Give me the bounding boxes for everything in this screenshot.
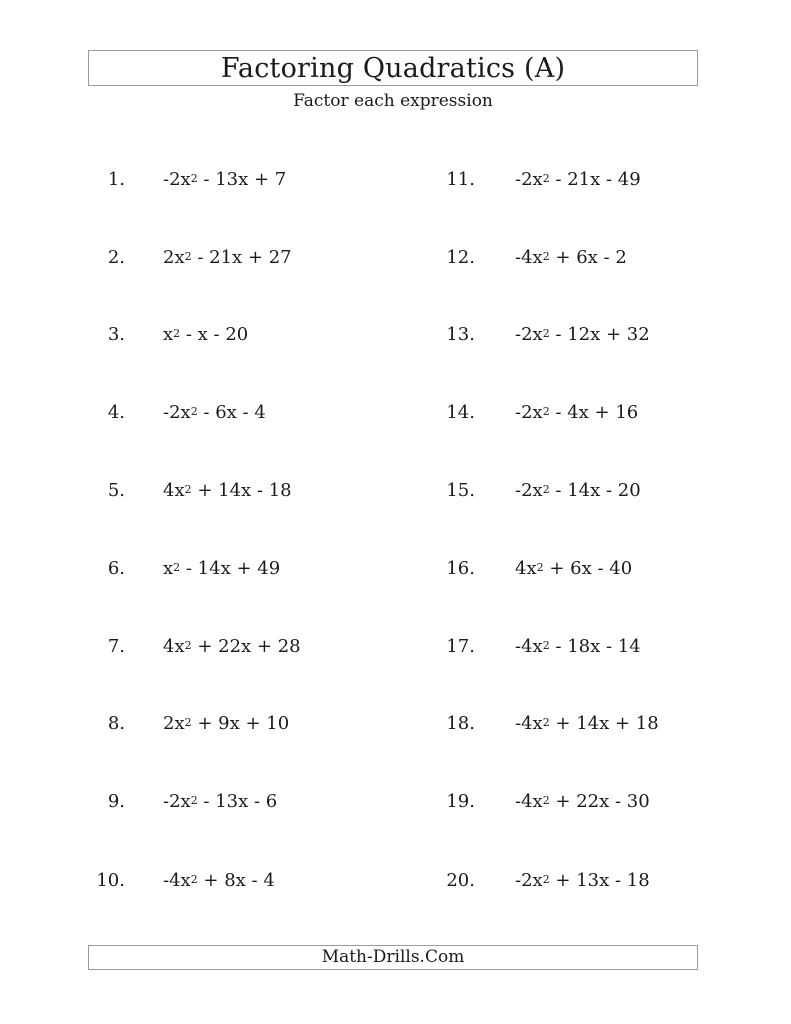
expression-lead-term: -4x: [515, 636, 543, 657]
exponent: 2: [184, 716, 192, 729]
expression-rest: - 14x - 20: [549, 480, 641, 501]
problem-expression: [515, 635, 641, 661]
expression-rest: - 13x + 7: [197, 169, 287, 190]
expression-lead-term: -4x: [163, 870, 191, 891]
exponent: 2: [184, 639, 192, 652]
problem-number: 12.: [446, 247, 475, 268]
exponent: 2: [190, 405, 198, 418]
expression-rest: - 21x + 27: [191, 247, 292, 268]
exponent: 2: [173, 327, 181, 340]
problem-expression: [163, 635, 301, 661]
expression-lead-term: x: [163, 558, 174, 579]
problem-expression: [515, 479, 641, 505]
problem-number: 16.: [446, 558, 475, 579]
exponent: 2: [542, 327, 550, 340]
exponent: 2: [542, 639, 550, 652]
expression-lead-term: -2x: [163, 169, 191, 190]
title-box: [88, 50, 698, 86]
expression-lead-term: -4x: [515, 791, 543, 812]
expression-rest: - 6x - 4: [197, 402, 266, 423]
footer-text: Math-Drills.Com: [321, 947, 465, 967]
problem-number: 1.: [107, 169, 125, 190]
exponent: 2: [190, 873, 198, 886]
expression-lead-term: -2x: [515, 324, 543, 345]
expression-lead-term: -2x: [515, 480, 543, 501]
problem-expression: [163, 323, 248, 349]
exponent: 2: [542, 250, 550, 263]
expression-lead-term: 2x: [163, 713, 185, 734]
exponent: 2: [190, 794, 198, 807]
problem-expression: [515, 323, 650, 349]
expression-rest: + 6x - 40: [543, 558, 633, 579]
problem-number: 7.: [107, 636, 125, 657]
exponent: 2: [542, 716, 550, 729]
expression-rest: + 8x - 4: [197, 870, 275, 891]
problem-expression: [515, 168, 641, 194]
expression-lead-term: 4x: [163, 480, 185, 501]
page-title: Factoring Quadratics (A): [220, 53, 566, 84]
problem-expression: [515, 790, 650, 816]
expression-rest: - x - 20: [180, 324, 249, 345]
expression-lead-term: 2x: [163, 247, 185, 268]
exponent: 2: [536, 561, 544, 574]
expression-lead-term: -2x: [515, 169, 543, 190]
expression-lead-term: 4x: [163, 636, 185, 657]
expression-rest: + 22x - 30: [549, 791, 650, 812]
exponent: 2: [542, 873, 550, 886]
expression-lead-term: -2x: [515, 402, 543, 423]
expression-rest: - 12x + 32: [549, 324, 650, 345]
expression-rest: - 18x - 14: [549, 636, 641, 657]
expression-rest: + 6x - 2: [549, 247, 627, 268]
problem-expression: [163, 479, 292, 505]
problem-number: 5.: [107, 480, 125, 501]
problem-number: 15.: [446, 480, 475, 501]
exponent: 2: [184, 483, 192, 496]
exponent: 2: [542, 794, 550, 807]
problem-number: 2.: [107, 247, 125, 268]
expression-rest: + 9x + 10: [191, 713, 290, 734]
problem-number: 19.: [446, 791, 475, 812]
problem-expression: [515, 557, 632, 583]
exponent: 2: [190, 172, 198, 185]
expression-lead-term: -4x: [515, 247, 543, 268]
problem-number: 18.: [446, 713, 475, 734]
problem-number: 11.: [446, 169, 475, 190]
expression-rest: - 13x - 6: [197, 791, 278, 812]
problem-number: 3.: [107, 324, 125, 345]
problem-number: 4.: [107, 402, 125, 423]
exponent: 2: [184, 250, 192, 263]
problem-expression: [515, 712, 659, 738]
problem-number: 6.: [107, 558, 125, 579]
problem-number: 14.: [446, 402, 475, 423]
exponent: 2: [542, 405, 550, 418]
exponent: 2: [542, 483, 550, 496]
problem-expression: [163, 869, 275, 895]
problem-number: 9.: [107, 791, 125, 812]
problem-number: 10.: [96, 870, 125, 891]
problem-number: 20.: [446, 870, 475, 891]
problem-expression: [163, 790, 277, 816]
problem-expression: [163, 557, 280, 583]
problem-expression: [163, 246, 292, 272]
problem-expression: [163, 712, 289, 738]
problem-expression: [515, 401, 638, 427]
expression-rest: - 4x + 16: [549, 402, 639, 423]
expression-rest: + 14x + 18: [549, 713, 659, 734]
problem-expression: [163, 168, 286, 194]
exponent: 2: [173, 561, 181, 574]
problem-expression: [515, 246, 627, 272]
expression-lead-term: -4x: [515, 713, 543, 734]
expression-rest: + 14x - 18: [191, 480, 292, 501]
problem-number: 13.: [446, 324, 475, 345]
problem-expression: [515, 869, 650, 895]
problem-number: 17.: [446, 636, 475, 657]
expression-rest: + 22x + 28: [191, 636, 301, 657]
expression-rest: - 21x - 49: [549, 169, 641, 190]
expression-rest: + 13x - 18: [549, 870, 650, 891]
footer-box: [88, 945, 698, 970]
expression-rest: - 14x + 49: [180, 558, 281, 579]
expression-lead-term: -2x: [163, 791, 191, 812]
expression-lead-term: -2x: [163, 402, 191, 423]
expression-lead-term: x: [163, 324, 174, 345]
problem-expression: [163, 401, 266, 427]
expression-lead-term: -2x: [515, 870, 543, 891]
problem-number: 8.: [107, 713, 125, 734]
exponent: 2: [542, 172, 550, 185]
page-subtitle: Factor each expression: [293, 91, 493, 111]
expression-lead-term: 4x: [515, 558, 537, 579]
